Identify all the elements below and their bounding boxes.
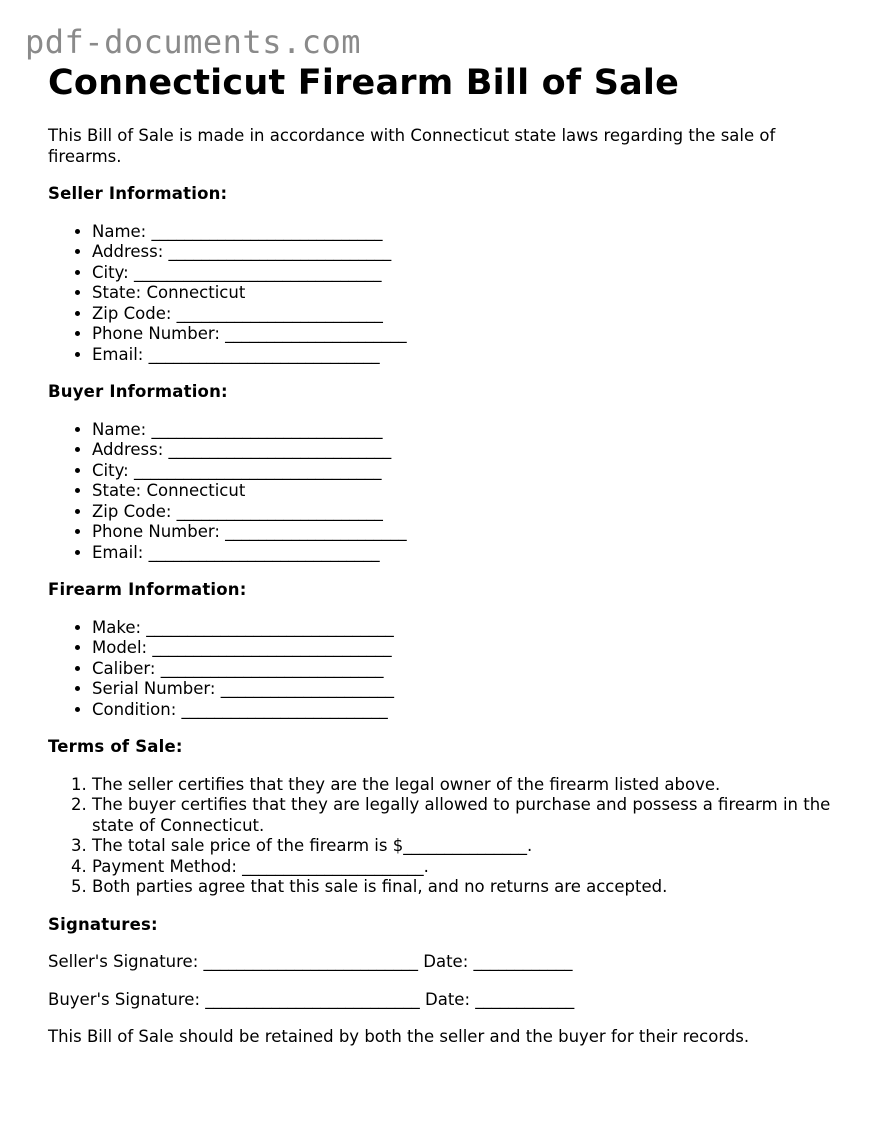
intro-paragraph: This Bill of Sale is made in accordance with Connecticut state laws regarding the sale of firearms.: [48, 126, 776, 166]
buyer-email-item: • Email: ____________________________: [92, 543, 848, 564]
term-item: 5. Both parties agree that this sale is final, and no returns are accepted.: [92, 877, 848, 898]
document-body: [48, 58, 848, 1048]
buyer-info-list: [48, 420, 848, 564]
term-item: 3. The total sale price of the firearm is $_______________.: [92, 836, 848, 857]
term-item: 2. The buyer certifies that they are legally allowed to purchase and possess a firearm in the state of Connecticut.: [92, 795, 848, 836]
term-item: 1. The seller certifies that they are the legal owner of the firearm listed above.: [92, 775, 848, 796]
buyer-name-item: • Name: ____________________________: [92, 420, 848, 441]
seller-signature-line: Seller's Signature: __________________________ Date: ____________: [48, 952, 573, 971]
firearm-section-heading: Firearm Information:: [48, 580, 247, 599]
seller-email-item: • Email: ____________________________: [92, 345, 848, 366]
seller-state-item: • State: Connecticut: [92, 283, 848, 304]
firearm-caliber-item: • Caliber: ___________________________: [92, 659, 848, 680]
watermark-text: pdf-documents.com: [25, 23, 362, 61]
seller-city-item: • City: ______________________________: [92, 263, 848, 284]
terms-list: [48, 775, 848, 898]
firearm-serial-item: • Serial Number: _____________________: [92, 679, 848, 700]
term-item: 4. Payment Method: ______________________.: [92, 857, 848, 878]
buyer-address-item: • Address: ___________________________: [92, 440, 848, 461]
firearm-model-item: • Model: _____________________________: [92, 638, 848, 659]
document-title: Connecticut Firearm Bill of Sale: [48, 63, 680, 103]
buyer-state-item: • State: Connecticut: [92, 481, 848, 502]
seller-name-item: • Name: ____________________________: [92, 222, 848, 243]
seller-section-heading: Seller Information:: [48, 184, 228, 203]
buyer-zip-item: • Zip Code: _________________________: [92, 502, 848, 523]
signatures-section-heading: Signatures:: [48, 914, 158, 934]
seller-address-item: • Address: ___________________________: [92, 242, 848, 263]
seller-zip-item: • Zip Code: _________________________: [92, 304, 848, 325]
firearm-make-item: • Make: ______________________________: [92, 618, 848, 639]
buyer-section-heading: Buyer Information:: [48, 382, 228, 401]
seller-info-list: [48, 222, 848, 366]
buyer-phone-item: • Phone Number: ______________________: [92, 522, 848, 543]
closing-paragraph: This Bill of Sale should be retained by both the seller and the buyer for their records.: [48, 1027, 750, 1046]
buyer-signature-line: Buyer's Signature: __________________________ Date: ____________: [48, 989, 575, 1009]
firearm-info-list: [48, 618, 848, 721]
seller-phone-item: • Phone Number: ______________________: [92, 324, 848, 345]
terms-section-heading: Terms of Sale:: [48, 737, 183, 756]
firearm-condition-item: • Condition: _________________________: [92, 700, 848, 721]
buyer-city-item: • City: ______________________________: [92, 461, 848, 482]
